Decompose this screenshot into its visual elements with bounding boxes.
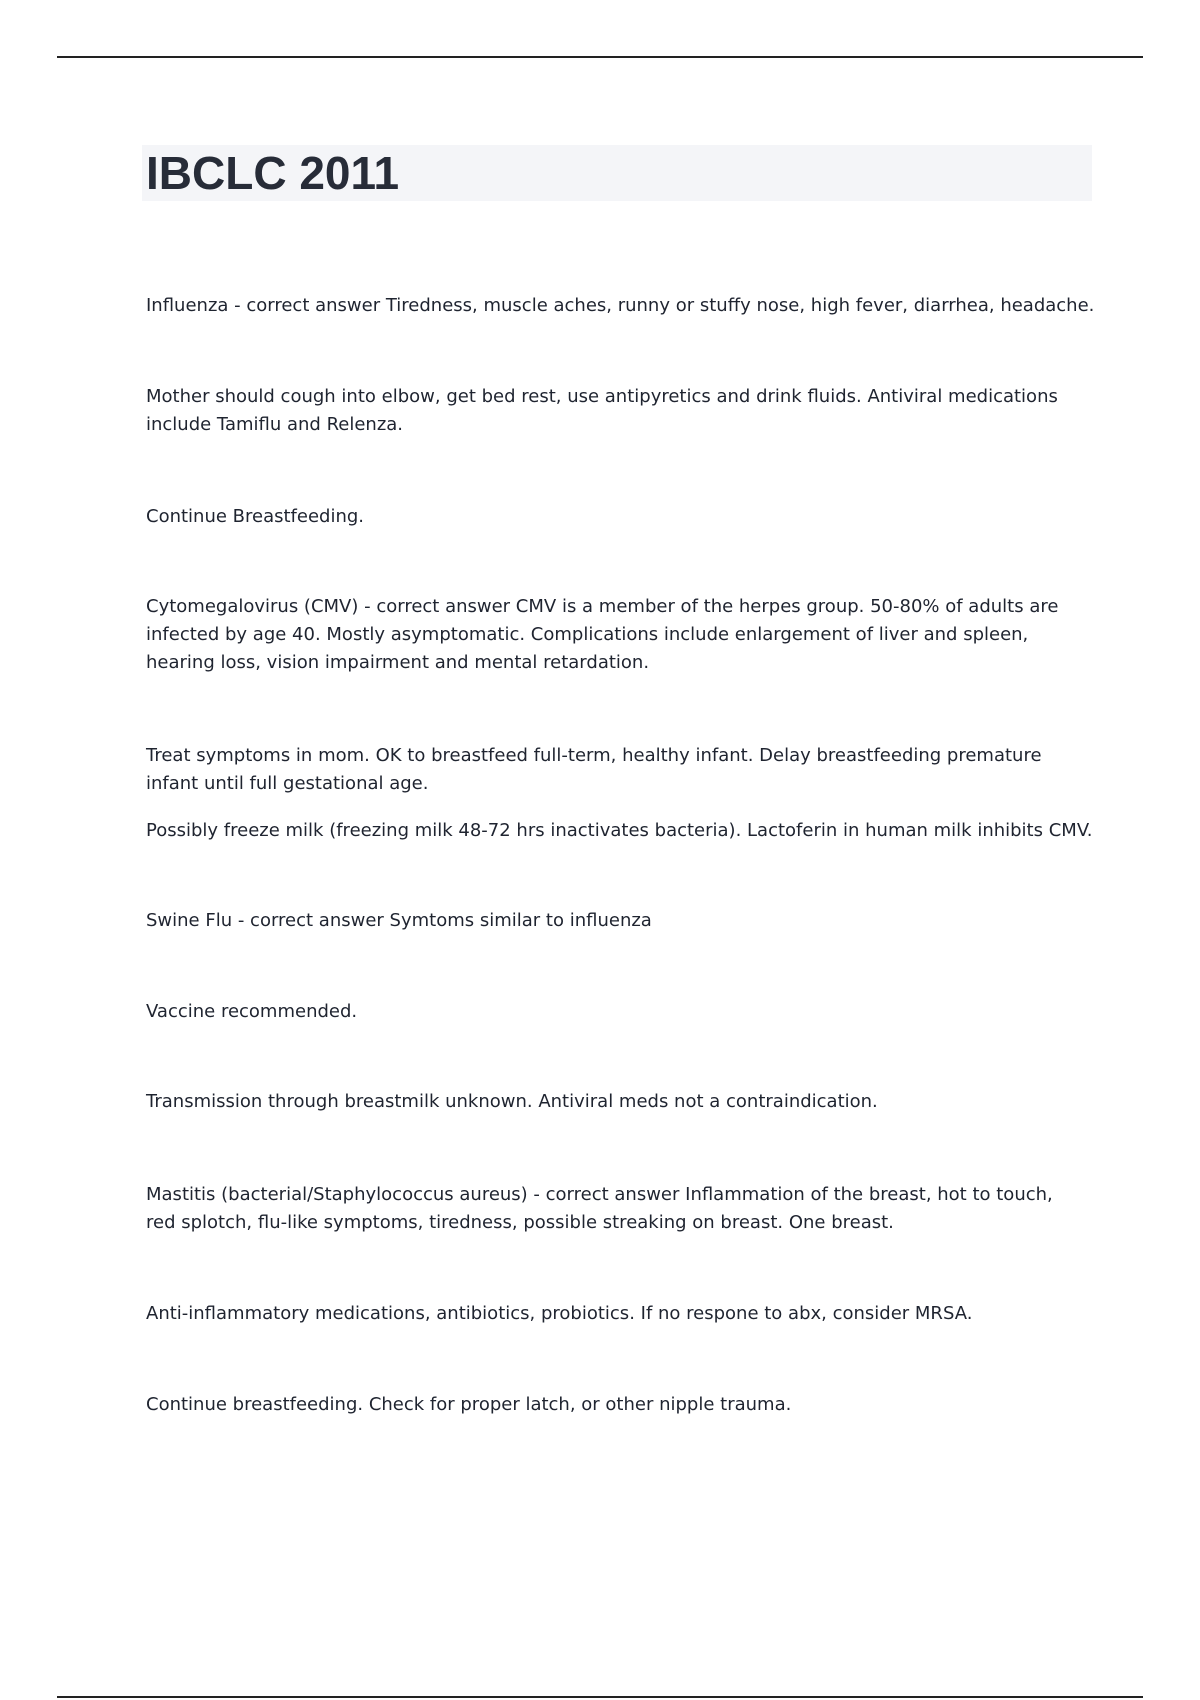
paragraph-continue-breastfeeding: Continue Breastfeeding.	[146, 506, 365, 527]
paragraph-transmission: Transmission through breastmilk unknown. Antiviral meds not a contraindication.	[146, 1091, 878, 1112]
paragraph-cmv: Cytomegalovirus (CMV) - correct answer CMV is a member of the herpes group. 50-80% of adults are infected by age 40. Mostly asymptomatic. Complications include enlargement of liver and spleen, hearing loss, vision impairment and mental retardation.	[146, 596, 1059, 673]
paragraph-mastitis-treatment: Anti-inflammatory medications, antibiotics, probiotics. If no respone to abx, consider MRSA.	[146, 1303, 973, 1324]
paragraph-mastitis: Mastitis (bacterial/Staphylococcus aureus) - correct answer Inflammation of the breast, hot to touch, red splotch, flu-like symptoms, tiredness, possible streaking on breast. One breast.	[146, 1184, 1053, 1233]
paragraph-influenza-care: Mother should cough into elbow, get bed rest, use antipyretics and drink fluids. Antiviral medications include Tamiflu and Relenza.	[146, 386, 1058, 435]
page-title: IBCLC 2011	[146, 147, 400, 199]
paragraph-cmv-treatment: Treat symptoms in mom. OK to breastfeed full-term, healthy infant. Delay breastfeeding premature infant until full gestational age.	[146, 745, 1042, 794]
bottom-divider	[57, 1696, 1143, 1698]
paragraph-mastitis-breastfeeding: Continue breastfeeding. Check for proper latch, or other nipple trauma.	[146, 1394, 792, 1415]
paragraph-vaccine: Vaccine recommended.	[146, 1001, 358, 1022]
paragraph-influenza: Influenza - correct answer Tiredness, muscle aches, runny or stuffy nose, high fever, diarrhea, headache.	[146, 295, 1095, 316]
paragraph-swine-flu: Swine Flu - correct answer Symtoms similar to influenza	[146, 910, 652, 931]
top-divider	[57, 56, 1143, 58]
paragraph-cmv-freeze-milk: Possibly freeze milk (freezing milk 48-72 hrs inactivates bacteria). Lactoferin in human milk inhibits CMV.	[146, 820, 1093, 841]
